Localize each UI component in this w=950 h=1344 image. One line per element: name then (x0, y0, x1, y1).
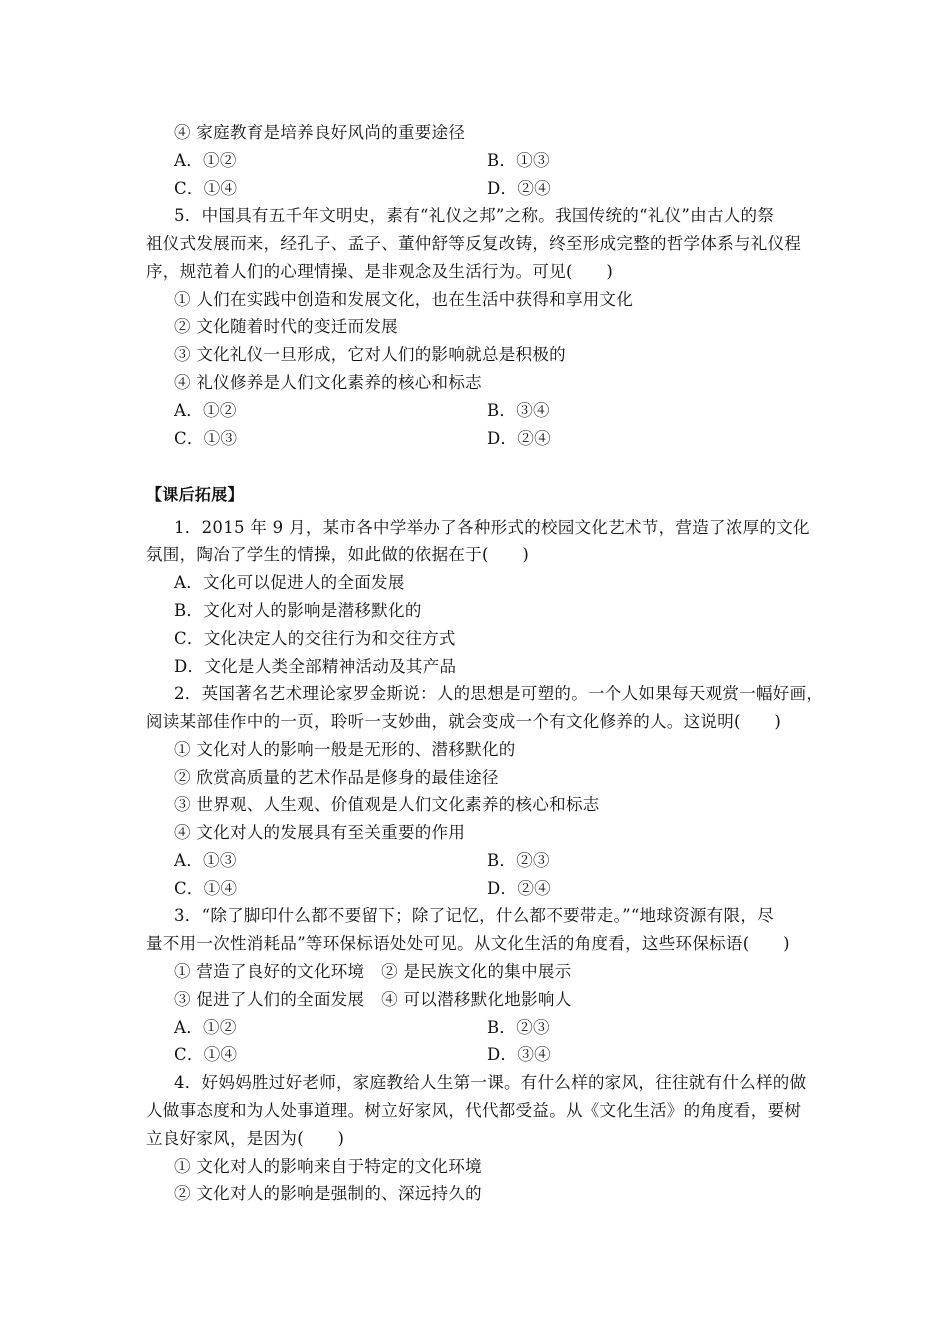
q5-option-a: A．①② (174, 401, 237, 420)
e2-statement-4: ④ 文化对人的发展具有至关重要的作用 (174, 823, 466, 842)
q5-statement-3: ③ 文化礼仪一旦形成，它对人们的影响就总是积极的 (174, 345, 566, 364)
e1-option-a: A．文化可以促进人的全面发展 (174, 573, 405, 592)
e3-option-c: C．①④ (174, 1045, 238, 1064)
e1-option-b: B．文化对人的影响是潜移默化的 (174, 601, 422, 620)
e1-option-d: D．文化是人类全部精神活动及其产品 (174, 657, 457, 676)
q5-statement-1: ① 人们在实践中创造和发展文化，也在生活中获得和享用文化 (174, 290, 634, 309)
ext-question-1-line-1: 1．2015 年 9 月，某市各中学举办了各种形式的校园文化艺术节，营造了浓厚的文化 (174, 518, 810, 537)
statement-4: ④ 家庭教育是培养良好风尚的重要途径 (174, 123, 466, 142)
e2-option-a: A．①③ (174, 851, 237, 870)
e2-statement-2: ② 欣赏高质量的艺术作品是修身的最佳途径 (174, 768, 499, 787)
q5-statement-4: ④ 礼仪修养是人们文化素养的核心和标志 (174, 373, 482, 392)
ext-question-2-line-2: 阅读某部佳作中的一页，聆听一支妙曲，就会变成一个有文化修养的人。这说明( ) (146, 712, 782, 731)
ext-question-3-line-2: 量不用一次性消耗品”等环保标语处处可见。从文化生活的角度看，这些环保标语( ) (146, 934, 790, 953)
q5-option-d: D．②④ (487, 429, 551, 448)
question-5-line-1: 5．中国具有五千年文明史，素有“礼仪之邦”之称。我国传统的“礼仪”由古人的祭 (174, 206, 775, 225)
ext-question-4-line-2: 人做事态度和为人处事道理。树立好家风，代代都受益。从《文化生活》的角度看，要树 (146, 1101, 802, 1120)
q5-option-c: C．①③ (174, 429, 238, 448)
option-d: D．②④ (487, 179, 551, 198)
option-a: A．①② (174, 151, 237, 170)
e2-option-d: D．②④ (487, 879, 551, 898)
ext-question-4-line-1: 4．好妈妈胜过好老师，家庭教给人生第一课。有什么样的家风，往往就有什么样的做 (174, 1073, 807, 1092)
question-5-line-3: 序，规范着人们的心理情操、是非观念及生活行为。可见( ) (146, 262, 614, 281)
ext-question-1-line-2: 氛围，陶冶了学生的情操，如此做的依据在于( ) (146, 545, 530, 564)
e3-option-a: A．①② (174, 1018, 237, 1037)
e3-statements-3-4: ③ 促进了人们的全面发展 ④ 可以潜移默化地影响人 (174, 990, 572, 1009)
ext-question-3-line-1: 3．“除了脚印什么都不要留下；除了记忆，什么都不要带走。”“地球资源有限，尽 (174, 906, 774, 925)
section-title: 【课后拓展】 (146, 485, 244, 504)
e2-statement-3: ③ 世界观、人生观、价值观是人们文化素养的核心和标志 (174, 795, 600, 814)
q5-statement-2: ② 文化随着时代的变迁而发展 (174, 317, 398, 336)
option-c: C．①④ (174, 179, 238, 198)
question-5-line-2: 祖仪式发展而来，经孔子、孟子、董仲舒等反复改铸，终至形成完整的哲学体系与礼仪程 (146, 234, 802, 253)
e3-option-d: D．③④ (487, 1045, 551, 1064)
e2-option-c: C．①④ (174, 879, 238, 898)
e3-option-b: B．②③ (487, 1018, 550, 1037)
e2-statement-1: ① 文化对人的影响一般是无形的、潜移默化的 (174, 740, 516, 759)
e3-statements-1-2: ① 营造了良好的文化环境 ② 是民族文化的集中展示 (174, 962, 572, 981)
q5-option-b: B．③④ (487, 401, 550, 420)
option-b: B．①③ (487, 151, 550, 170)
ext-question-2-line-1: 2．英国著名艺术理论家罗金斯说：人的思想是可塑的。一个人如果每天观赏一幅好画， (174, 684, 824, 703)
e4-statement-2: ② 文化对人的影响是强制的、深远持久的 (174, 1184, 482, 1203)
ext-question-4-line-3: 立良好家风，是因为( ) (146, 1129, 345, 1148)
e1-option-c: C．文化决定人的交往行为和交往方式 (174, 629, 456, 648)
e2-option-b: B．②③ (487, 851, 550, 870)
e4-statement-1: ① 文化对人的影响来自于特定的文化环境 (174, 1157, 482, 1176)
